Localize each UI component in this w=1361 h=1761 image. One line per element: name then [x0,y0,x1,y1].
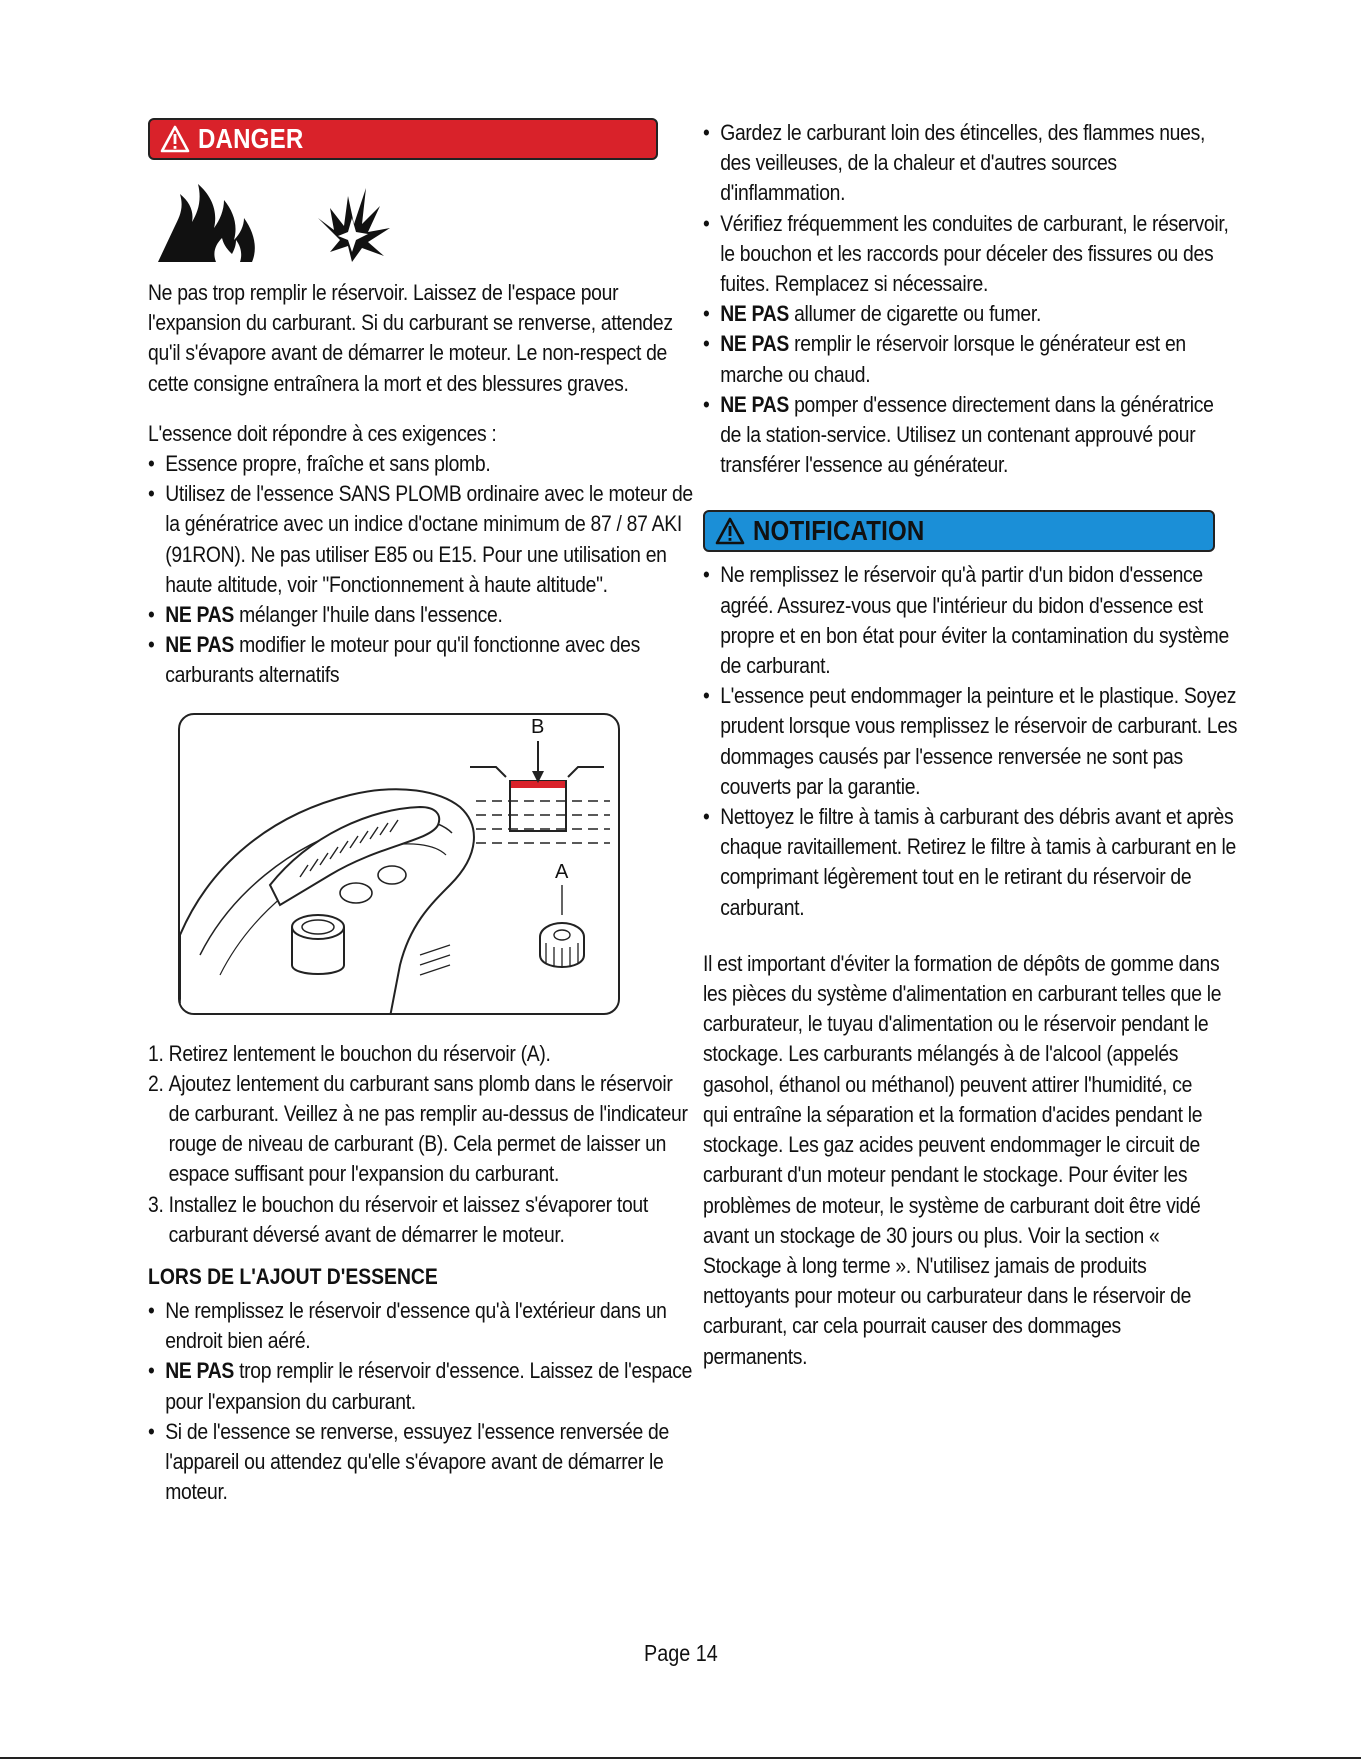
fuel-tank-figure [178,713,620,1015]
list-item: • Essence propre, fraîche et sans plomb. [148,449,694,479]
page-number: Page 14 [643,1640,718,1666]
danger-label: DANGER [198,123,304,154]
list-item: 1. Retirez lentement le bouchon du réservoir (A). [148,1040,551,1066]
warning-triangle-icon [715,517,745,545]
bottom-rule [0,1757,1361,1759]
warning-triangle-icon [160,125,190,153]
list-item: • Ne remplissez le réservoir d'essence qu'à l'extérieur dans un endroit bien aéré. [148,1296,694,1356]
refuel-list [148,1296,693,1507]
list-item: 2. Ajoutez lentement du carburant sans plomb dans le réservoir de carburant. Veillez à ne pas remplir au-dessus de l'indicateur rouge de niveau de carburant (B). Cela permet de laisser un espace suffisant pour l'expansion du carburant. [148,1070,688,1187]
list-item: 3. Installez le bouchon du réservoir et laissez s'évaporer tout carburant déversé avant de démarrer le moteur. [148,1191,648,1247]
hazard-symbols [148,160,678,270]
list-item: • Vérifiez fréquemment les conduites de carburant, le réservoir, le bouchon et les raccords pour déceler des fissures ou des fuites. Remplacez si nécessaire. [703,209,1239,300]
requirements-intro: L'essence doit répondre à ces exigences : [148,420,497,446]
list-item: • NE PAS mélanger l'huile dans l'essence. [148,600,694,630]
list-item: • NE PAS pomper d'essence directement dans la génératrice de la station-service. Utilisez un contenant approuvé pour transférer l'essence au générateur. [703,390,1239,481]
generator-illustration [180,715,620,1015]
right-column [703,118,1238,1372]
list-item: • Utilisez de l'essence SANS PLOMB ordinaire avec le moteur de la génératrice avec un indice d'octane minimum de 87 / 87 AKI (91RON). Ne pas utiliser E85 ou E15. Pour une utilisation en haute altitude, voir "Fonctionnement à haute altitude". [148,479,694,600]
explosion-icon [308,178,398,264]
label-a: A [555,860,569,883]
danger-banner [148,118,658,160]
danger-paragraph: Ne pas trop remplir le réservoir. Laissez de l'espace pour l'expansion du carburant. Si du carburant se renverse, attendez qu'il s'évapore avant de démarrer le moteur. Le non-respect de cette consigne entraînera la mort et des blessures graves. [148,280,673,396]
storage-paragraph: Il est important d'éviter la formation de dépôts de gomme dans les pièces du système d'alimentation en carburant telles que le carburateur, le tuyau d'alimentation ou le réservoir pendant le stockage. Les carburants mélangés à de l'alcool (appelés gasohol, éthanol ou méthanol) peuvent attirer l'humidité, ce qui entraîne la séparation et la formation d'acides pendant le stockage. Les gaz acides peuvent endommager le circuit de carburant d'un moteur pendant le stockage. Pour éviter les problèmes de moteur, le système de carburant doit être vidé avant un stockage de 30 jours ou plus. Voir la section « Stockage à long terme ». N'utilisez jamais de produits nettoyants pour moteur ou carburateur dans le réservoir de carburant, car cela pourrait causer des dommages permanents. [703,950,1222,1369]
list-item: • NE PAS trop remplir le réservoir d'essence. Laissez de l'espace pour l'expansion du carburant. [148,1356,694,1416]
refuel-heading: LORS DE L'AJOUT D'ESSENCE [148,1264,438,1290]
list-item: • Si de l'essence se renverse, essuyez l'essence renversée de l'appareil ou attendez qu'elle s'évapore avant de démarrer le moteur. [148,1417,694,1508]
list-item: • L'essence peut endommager la peinture et le plastique. Soyez prudent lorsque vous remplissez le réservoir de carburant. Les dommages causés par l'essence renversée ne sont pas couverts par la garantie. [703,681,1239,802]
steps-list [148,1039,688,1250]
list-item: • NE PAS modifier le moteur pour qu'il fonctionne avec des carburants alternatifs [148,630,694,690]
list-item: • Ne remplissez le réservoir qu'à partir d'un bidon d'essence agréé. Assurez-vous que l'intérieur du bidon d'essence est propre et en bon état pour éviter la contamination du système de carburant. [703,560,1239,681]
requirements-list [148,449,693,691]
fire-icon [154,178,264,264]
list-item: • NE PAS allumer de cigarette ou fumer. [703,299,1239,329]
safety-list [703,118,1229,480]
list-item: • Nettoyez le filtre à tamis à carburant des débris avant et après chaque ravitaillement. Retirez le filtre à tamis à carburant en le comprimant légèrement tout en le retirant du réservoir de carburant. [703,802,1239,923]
list-item: • Gardez le carburant loin des étincelles, des flammes nues, des veilleuses, de la chaleur et d'autres sources d'inflammation. [703,118,1239,209]
notice-label: NOTIFICATION [753,515,925,547]
notice-list [703,560,1238,922]
left-column [148,118,693,1507]
notice-banner [703,510,1215,552]
list-item: • NE PAS remplir le réservoir lorsque le générateur est en marche ou chaud. [703,329,1239,389]
label-b: B [531,715,545,738]
